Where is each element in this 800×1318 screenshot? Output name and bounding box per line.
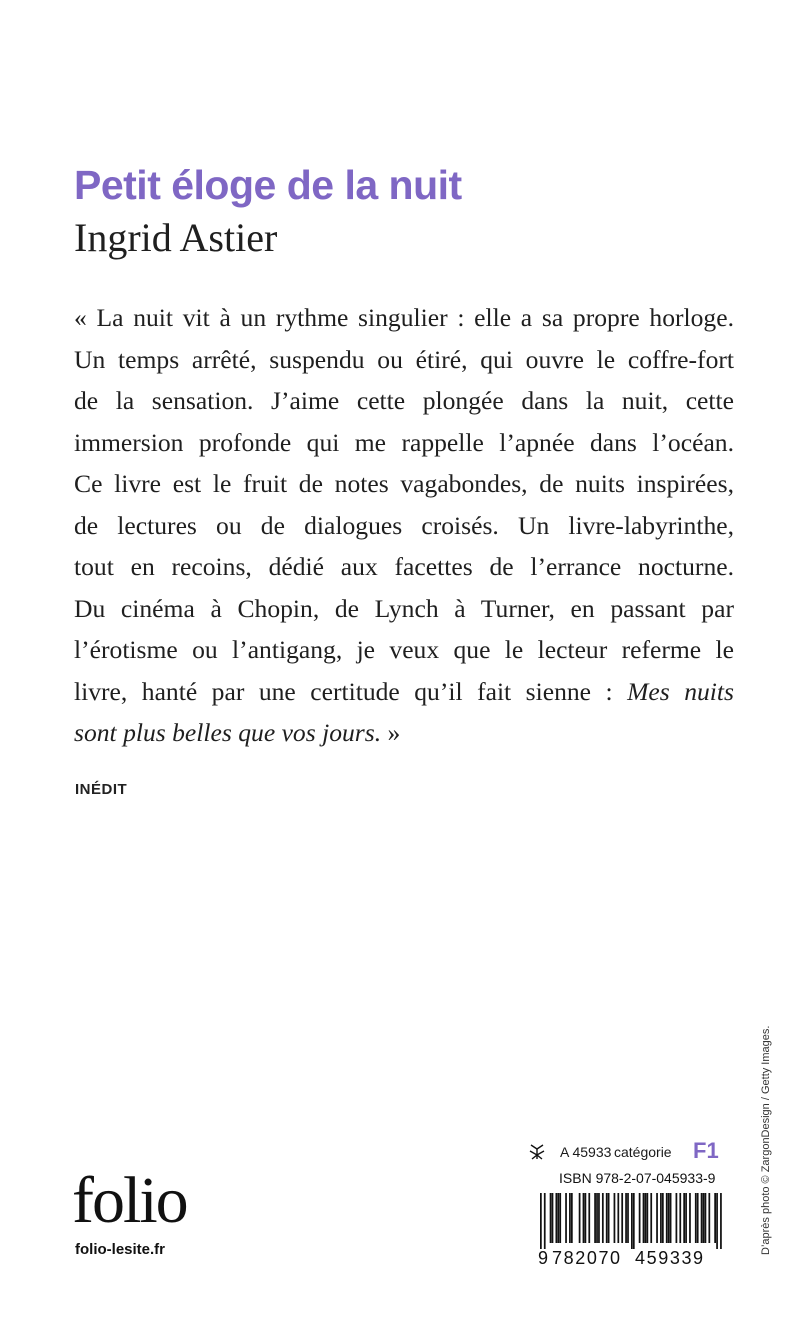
barcode-bar <box>689 1193 691 1243</box>
blurb-line: de la sensation. J’aime cette plongée dans la nuit, cette <box>74 386 734 415</box>
barcode-bar <box>695 1193 697 1243</box>
barcode-bar <box>668 1193 670 1243</box>
blurb-italic-quote-end: sont plus belles que vos jours. <box>74 718 382 747</box>
barcode-bar <box>555 1193 557 1243</box>
barcode-bar <box>625 1193 627 1243</box>
barcode-bar <box>708 1193 710 1243</box>
barcode-bar <box>670 1193 672 1243</box>
blurb-line: de lectures ou de dialogues croisés. Un livre-labyrinthe, <box>74 510 734 540</box>
barcode-bar <box>617 1193 619 1243</box>
barcode-bar <box>666 1193 668 1243</box>
barcode-bar <box>583 1193 585 1243</box>
category-label: catégorie <box>614 1144 672 1160</box>
barcode-bar <box>703 1193 705 1243</box>
barcode-bar <box>627 1193 629 1243</box>
barcode-bar <box>596 1193 598 1243</box>
isbn-number: ISBN 978-2-07-045933-9 <box>559 1170 716 1186</box>
blurb-line: Ce livre est le fruit de notes vagabondes, de nuits inspirées, <box>74 469 734 498</box>
barcode-bar <box>714 1193 716 1243</box>
barcode-bar <box>571 1193 573 1243</box>
folio-emblem-icon <box>528 1143 546 1161</box>
barcode-bar <box>569 1193 571 1243</box>
catalog-reference: A 45933 <box>560 1144 612 1160</box>
barcode-bar <box>633 1193 635 1249</box>
barcode-bar <box>646 1193 648 1243</box>
barcode-bar <box>585 1193 587 1243</box>
barcode-bar <box>650 1193 652 1243</box>
barcode-bar <box>594 1193 596 1243</box>
barcode-bar <box>685 1193 687 1243</box>
barcode-first-digit: 9 <box>538 1248 549 1268</box>
barcode-bar <box>608 1193 610 1243</box>
barcode-group-left: 782070 <box>552 1248 622 1268</box>
barcode-bar <box>660 1193 662 1243</box>
blurb-line: « La nuit vit à un rythme singulier : elle a sa propre horloge. <box>74 303 734 332</box>
barcode-bar <box>579 1193 581 1243</box>
barcode-bar <box>588 1193 590 1243</box>
blurb-line: Un temps arrêté, suspendu ou étiré, qui ouvre le coffre-fort <box>74 344 734 374</box>
isbn-barcode <box>540 1193 722 1249</box>
blurb-line: Du cinéma à Chopin, de Lynch à Turner, en passant par <box>74 593 734 623</box>
barcode-group-right: 459339 <box>635 1248 705 1268</box>
book-title: Petit éloge de la nuit <box>74 162 462 208</box>
folio-logo: folio <box>72 1164 187 1237</box>
edition-mention: INÉDIT <box>75 781 128 798</box>
barcode-bar <box>540 1193 542 1249</box>
barcode-bar <box>557 1193 559 1243</box>
barcode-bar <box>645 1193 647 1243</box>
blurb-line: immersion profonde qui me rappelle l’apnée dans l’océan. <box>74 427 734 457</box>
barcode-bar <box>705 1193 707 1243</box>
barcode-bar <box>559 1193 561 1243</box>
barcode-bar <box>639 1193 641 1243</box>
barcode-bar <box>606 1193 608 1243</box>
blurb-closing-quote: » <box>381 718 401 747</box>
barcode-bar <box>631 1193 633 1249</box>
publisher-website: folio-lesite.fr <box>75 1241 166 1258</box>
barcode-bar <box>697 1193 699 1243</box>
barcode-bar <box>701 1193 703 1243</box>
barcode-bar <box>720 1193 722 1249</box>
blurb-line: l’érotisme ou l’antigang, je veux que le lecteur referme le <box>74 635 734 664</box>
book-author: Ingrid Astier <box>74 215 278 260</box>
barcode-bar <box>716 1193 718 1249</box>
blurb-line-with-italic <box>74 671 734 713</box>
barcode-bar <box>544 1193 546 1249</box>
barcode-bar <box>621 1193 623 1243</box>
blurb-italic-quote-start: Mes nuits <box>627 676 734 706</box>
barcode-bar <box>602 1193 604 1243</box>
barcode-bar <box>614 1193 616 1243</box>
barcode-bar <box>552 1193 554 1243</box>
blurb-line-text: livre, hanté par une certitude qu’il fait sienne : <box>74 676 613 706</box>
back-cover-blurb <box>74 297 734 754</box>
barcode-bar <box>662 1193 664 1243</box>
blurb-last-line <box>74 712 734 754</box>
barcode-bar <box>565 1193 567 1243</box>
photo-credit: D’après photo © ZargonDesign / Getty Images. <box>760 1025 772 1255</box>
blurb-line: tout en recoins, dédié aux facettes de l’errance nocturne. <box>74 552 734 581</box>
barcode-bar <box>679 1193 681 1243</box>
barcode-bar <box>656 1193 658 1243</box>
barcode-bar <box>683 1193 685 1243</box>
barcode-bar <box>643 1193 645 1243</box>
barcode-bar <box>598 1193 600 1243</box>
category-code: F1 <box>693 1138 719 1163</box>
barcode-bar <box>550 1193 552 1243</box>
barcode-bar <box>676 1193 678 1243</box>
